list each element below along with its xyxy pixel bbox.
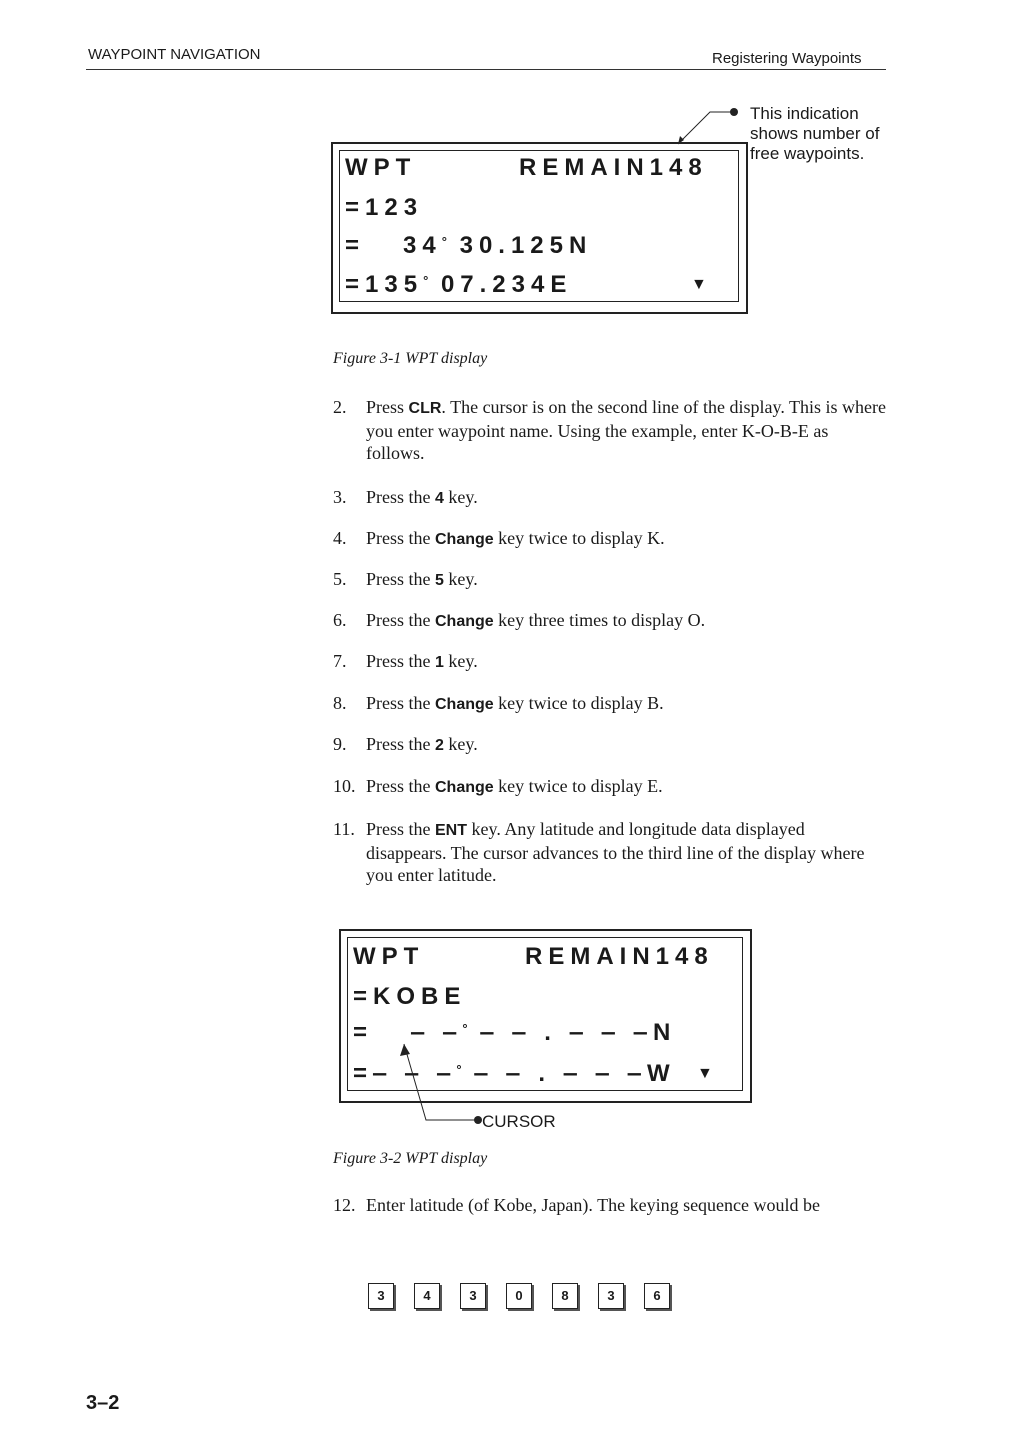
key-4: 4 [414, 1283, 440, 1309]
step-2: 2. Press CLR. The cursor is on the second line of the display. This is where you enter waypoint name. Using the example, enter K-O-B-E as follows. [333, 397, 886, 463]
step-12: 12. Enter latitude (of Kobe, Japan). The keying sequence would be [333, 1195, 821, 1215]
lcd-line2: =KOBE [353, 983, 467, 1010]
figure1-caption: Figure 3-1 WPT display [333, 350, 488, 367]
lcd-line1-right: REMAIN148 [525, 943, 714, 970]
running-header-right: Registering Waypoints [712, 50, 862, 67]
lcd-line1-left: WPT [353, 943, 425, 970]
step-7: 7. Press the 1 key. [333, 651, 478, 671]
lcd-line1-left: WPT [345, 154, 417, 181]
step-8: 8. Press the Change key twice to display B. [333, 693, 664, 713]
lcd-line2: =123 [345, 194, 424, 221]
lcd-display-figure1 [331, 142, 748, 314]
lcd-line1-right: REMAIN148 [519, 154, 708, 181]
step-11: 11. Press the ENT key. Any latitude and longitude data displayed disappears. The cursor advances to the third line of the display where you enter latitude. [333, 819, 865, 885]
scroll-down-arrow-icon: ▼ [691, 276, 707, 293]
key-8: 8 [552, 1283, 578, 1309]
step-3: 3. Press the 4 key. [333, 487, 478, 507]
cursor-pointer-line [396, 1040, 486, 1130]
lcd-line3: = 34° 30.125N [345, 232, 593, 259]
scroll-down-arrow-icon: ▼ [697, 1065, 713, 1082]
key-3: 3 [368, 1283, 394, 1309]
header-rule [86, 69, 886, 70]
running-header-left: WAYPOINT NAVIGATION [88, 46, 261, 63]
step-10: 10. Press the Change key twice to display E. [333, 776, 663, 796]
key-3: 3 [598, 1283, 624, 1309]
key-3: 3 [460, 1283, 486, 1309]
callout-free-waypoints: This indication shows number of free waypoints. [750, 104, 880, 163]
key-6: 6 [644, 1283, 670, 1309]
page-number: 3–2 [86, 1392, 120, 1414]
lcd-line4: =‒ ‒ ‒° ‒ ‒ . ‒ ‒ ‒W [353, 1060, 676, 1087]
figure2-caption: Figure 3-2 WPT display [333, 1150, 488, 1167]
key-0: 0 [506, 1283, 532, 1309]
lcd-line4: =135° 07.234E [345, 271, 573, 298]
step-5: 5. Press the 5 key. [333, 569, 478, 589]
cursor-label: CURSOR [482, 1112, 556, 1131]
lcd-line3: = ‒ ‒° ‒ ‒ . ‒ ‒ ‒N [353, 1019, 677, 1046]
step-9: 9. Press the 2 key. [333, 734, 478, 754]
step-4: 4. Press the Change key twice to display K. [333, 528, 665, 548]
step-6: 6. Press the Change key three times to display O. [333, 610, 706, 630]
